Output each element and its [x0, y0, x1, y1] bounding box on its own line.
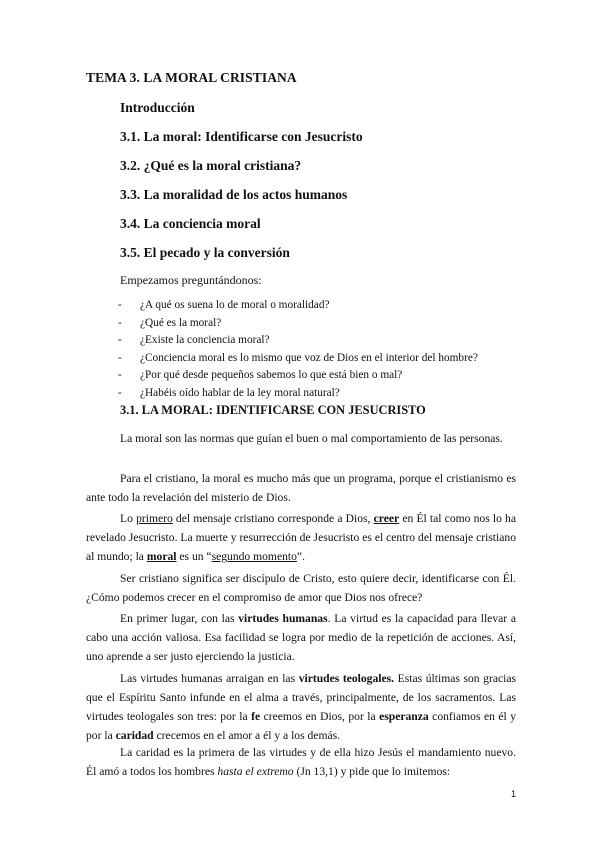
text-run: La caridad es la primera de las virtudes y de ella hizo Jesús el mandamiento nuevo. Él amó a todos los hombres — [86, 746, 516, 778]
list-item — [118, 350, 478, 368]
list-item-text: ¿A qué os suena lo de moral o moralidad? — [140, 299, 330, 311]
list-item — [118, 315, 478, 333]
text-run: crecemos en el amor a él y a los demás. — [153, 729, 341, 742]
list-item — [118, 367, 478, 385]
emphasis-primero: primero — [136, 512, 173, 525]
emphasis-virtudes-humanas: virtudes humanas — [238, 612, 328, 625]
paragraph-2: Para el cristiano, la moral es mucho más que un programa, porque el cristianismo es ante todo la revelación del misterio de Dios. — [86, 472, 516, 504]
list-bullet: - — [118, 369, 122, 382]
emphasis-virtudes-teologales: virtudes teologales. — [298, 672, 395, 685]
toc-item-3-4: 3.4. La conciencia moral — [120, 216, 261, 231]
emphasis-hasta-el-extremo: hasta el extremo — [217, 765, 294, 778]
text-run: En primer lugar, con las — [120, 612, 239, 625]
paragraph-1: La moral son las normas que guían el buen o mal comportamiento de las personas. — [120, 432, 503, 445]
paragraph-5 — [86, 609, 516, 666]
toc-item-3-1: 3.1. La moral: Identificarse con Jesucristo — [120, 129, 363, 144]
paragraph-3 — [86, 509, 516, 566]
text-run: Las virtudes humanas arraigan en las — [120, 672, 299, 685]
text-run: Lo — [120, 512, 137, 525]
page-number: 1 — [510, 789, 516, 799]
paragraph-4: Ser cristiano significa ser discípulo de Cristo, esto quiere decir, identificarse con Él. ¿Cómo podemos crecer en el compromiso de amor que Dios nos ofrece? — [86, 572, 516, 604]
emphasis-caridad: caridad — [115, 729, 154, 742]
toc-item-3-5: 3.5. El pecado y la conversión — [120, 245, 290, 260]
emphasis-esperanza: esperanza — [379, 710, 429, 723]
question-list — [118, 297, 478, 403]
list-bullet: - — [118, 299, 122, 311]
list-item-text: ¿Qué es la moral? — [140, 316, 222, 329]
intro-lead: Empezamos preguntándonos: — [120, 273, 262, 287]
text-run: Estas últimas son gracias que el Espíritu Santo infunde en el alma a través, principalmente, de los sacramentos. Las virtudes teologales son tres: por la — [86, 672, 516, 723]
text-run: creemos en Dios, por la — [260, 710, 380, 723]
text-run: en Él tal como nos lo ha revelado Jesucristo. La muerte y resurrección de Jesucristo es el centro del mensaje cristiano al mundo; la — [86, 512, 516, 563]
text-run: ”. — [296, 550, 305, 563]
text-run: del mensaje cristiano corresponde a Dios, — [172, 512, 374, 525]
paragraph-6 — [86, 669, 516, 745]
toc-item-3-2: 3.2. ¿Qué es la moral cristiana? — [120, 158, 302, 173]
text-run: (Jn 13,1) y pide que lo imitemos: — [293, 765, 451, 778]
list-item — [118, 385, 478, 403]
text-run: confiamos en él y por la — [86, 710, 516, 742]
emphasis-creer: creer — [373, 512, 400, 525]
list-item — [118, 297, 478, 315]
list-bullet: - — [118, 334, 122, 347]
emphasis-moral: moral — [146, 550, 177, 563]
toc-item-introduccion: Introducción — [120, 100, 195, 115]
document-title: TEMA 3. LA MORAL CRISTIANA — [86, 70, 297, 85]
emphasis-segundo-momento: segundo momento — [211, 550, 297, 563]
list-item-text: ¿Existe la conciencia moral? — [140, 334, 270, 347]
list-item-text: ¿Habéis oído hablar de la ley moral natural? — [140, 386, 340, 399]
list-item — [118, 332, 478, 350]
section-heading: 3.1. LA MORAL: IDENTIFICARSE CON JESUCRISTO — [120, 403, 426, 417]
toc-item-3-3: 3.3. La moralidad de los actos humanos — [120, 187, 348, 202]
list-bullet: - — [118, 351, 122, 364]
list-bullet: - — [118, 316, 122, 329]
text-run: . La virtud es la capacidad para llevar a cabo una acción valiosa. Esa facilidad se logra por medio de la repetición de acciones. Así, uno aprende a ser justo ejerciendo la justicia. — [86, 612, 516, 663]
list-item-text: ¿Por qué desde pequeños sabemos lo que está bien o mal? — [140, 369, 403, 382]
list-item-text: ¿Conciencia moral es lo mismo que voz de Dios en el interior del hombre? — [140, 351, 478, 364]
list-bullet: - — [118, 386, 122, 399]
emphasis-fe: fe — [251, 710, 261, 723]
paragraph-7 — [86, 743, 516, 781]
text-run: es un “ — [176, 550, 212, 563]
